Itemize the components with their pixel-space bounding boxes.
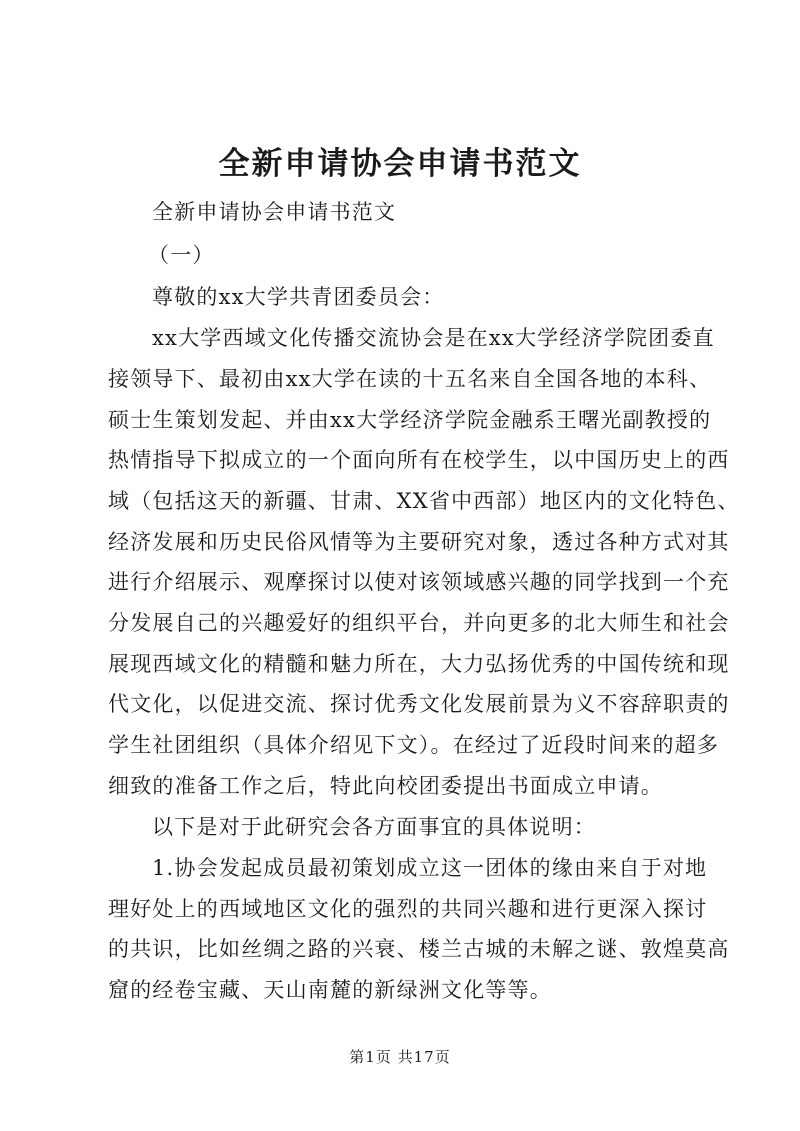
salutation: 尊敬的xx大学共青团委员会：	[152, 285, 445, 309]
paragraph-line: 代文化，以促进交流、探讨优秀文化发展前景为义不容辞职责的	[108, 692, 730, 716]
item-line: 理好处上的西域地区文化的强烈的共同兴趣和进行更深入探讨	[108, 897, 708, 921]
intro-line: 以下是对于此研究会各方面事宜的具体说明：	[152, 815, 596, 839]
paragraph-line: 域（包括这天的新疆、甘肃、XX省中西部）地区内的文化特色、	[108, 489, 740, 513]
paragraph-line: 进行介绍展示、观摩探讨以使对该领域感兴趣的同学找到一个充	[108, 570, 730, 594]
paragraph-line: 经济发展和历史民俗风情等为主要研究对象，透过各种方式对其	[108, 530, 730, 554]
page-number: 第1页 共17页	[349, 1048, 451, 1066]
paragraph-line: 展现西域文化的精髓和魅力所在，大力弘扬优秀的中国传统和现	[108, 652, 730, 676]
item-line: 1.协会发起成员最初策划成立这一团体的缘由来自于对地	[152, 856, 708, 880]
paragraph-line: 接领导下、最初由xx大学在读的十五名来自全国各地的本科、	[108, 367, 712, 391]
document-title: 全新申请协会申请书范文	[218, 146, 582, 182]
paragraph-line: 分发展自己的兴趣爱好的组织平台，并向更多的北大师生和社会	[108, 611, 730, 635]
paragraph-line: 学生社团组织（具体介绍见下文）。在经过了近段时间来的超多	[108, 733, 720, 757]
section-marker: （一）	[148, 243, 215, 267]
paragraph-line: 细致的准备工作之后，特此向校团委提出书面成立申请。	[108, 774, 663, 798]
paragraph-line: xx大学西域文化传播交流协会是在xx大学经济学院团委直	[152, 326, 715, 350]
paragraph-line: 热情指导下拟成立的一个面向所有在校学生，以中国历史上的西	[108, 448, 730, 472]
item-line: 的共识，比如丝绸之路的兴衰、楼兰古城的未解之谜、敦煌莫高	[108, 937, 730, 961]
item-line: 窟的经卷宝藏、天山南麓的新绿洲文化等等。	[108, 978, 552, 1002]
subtitle-line: 全新申请协会申请书范文	[152, 200, 397, 224]
paragraph-line: 硕士生策划发起、并由xx大学经济学院金融系王曙光副教授的	[108, 408, 712, 432]
